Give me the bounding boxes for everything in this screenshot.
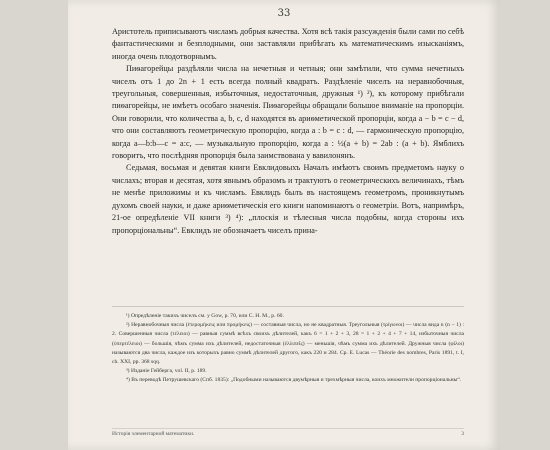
paragraph-2: Пиѳагорейцы раздѣляли числа на нечетныя и четныя; они замѣтили, что сумма нечетныхъ чиселъ отъ 1 до 2n + 1 есть всегда полный квадратъ. Раздѣленіе чиселъ на неравнобочныя, треугольныя, совершенныя, избыточныя, недостаточныя, дружныя ¹) ²), къ которому прибѣгали пиѳагорейцы, не имѣетъ особаго значенія. Пиѳагорейцы обращали большое вниманіе на пропорціи. Они говорили, что количества a, b, c, d находятся въ ариѳметической пропорціи, когда a − b = c − d, что они составляютъ геометрическую пропорцію, когда a : b = c : d, — гармоническую пропорцію, когда a—b:b—c = a:c, — музыкальную пропорцію, когда a : ½(a + b) = 2ab : (a + b). Ямблихъ говоритъ, что послѣдняя пропорція была заимствована у вавилонянъ.	[112, 64, 464, 161]
signature-mark: 3	[461, 431, 464, 437]
footnote-1: ¹) Опредѣленіе такихъ чиселъ см. у Gow, p. 70, или C. H. M., p. 60.	[126, 313, 284, 319]
main-text	[112, 26, 464, 237]
book-page	[68, 0, 500, 450]
footnote-3: ³) Изданіе Гейберга, vol. II, p. 189.	[126, 368, 207, 375]
page-footer	[112, 428, 464, 437]
footnote-separator	[112, 306, 464, 307]
footer-title: Исторія элементарной математики.	[112, 431, 195, 437]
paragraph-1: Аристотель приписываютъ числамъ добрыя качества. Хотя всѣ такія разсужденія были сами по себѣ фантастическими и безплодными, они заставляли прибѣгать къ математическимъ изысканіямъ, иногда очень плодотворнымъ.	[112, 27, 464, 61]
paragraph-3: Седьмая, восьмая и девятая книги Евклидовыхъ Началъ имѣютъ своимъ предметомъ науку о числахъ; вторая и десятая, хотя явнымъ образомъ и трактуютъ о геометрическихъ величинахъ, тѣмъ не менѣе приложимы и къ числамъ. Евклидъ былъ въ настоящемъ геометромъ, проникнутымъ духомъ своей науки, и даже ариѳметическія его книги напоминаютъ о геометріи. Вотъ, напримѣръ, 21-ое опредѣленіе VII книги ³) ⁴): „плоскія и тѣлесныя числа подобны, когда стороны ихъ пропорціональны“. Евклидъ не обозначаетъ чиселъ прина-	[112, 163, 464, 235]
footnote-2: ²) Неравнобочныя числа (ἑτερομήκεις или προμήκεις) — составныя числа, но не квадратныя. Треугольныя (τρίγωνοι) — числа вида n (n − 1) : 2. Совершенныя числа (τέλειοι) — равныя суммѣ всѣхъ своихъ дѣлителей, какъ 6 = 1 + 2 + 3, 28 = 1 + 2 + 4 + 7 + 14, избыточныя числа (ὑπερτέλειοι) — большія, чѣмъ сумма ихъ дѣлителей, недостаточныя (ἐλλιπεῖς) — меньшія, чѣмъ сумма ихъ дѣлителей. Дружныя числа (φίλοι) называются два числа, каждое изъ которыхъ равно суммѣ дѣлителей другого, какъ 220 и 284. Ср. E. Lucas — Théorie des nombres, Paris 1891, t. I, ch. XXI, pp. 368 sqq.	[112, 322, 464, 366]
footnote-4: ⁴) Въ переводѣ Петрушевскаго (Спб. 1835): „Подобными называются двумѣрныя и трехмѣрныя числа, коихъ множители пропорціональны“.	[126, 377, 462, 384]
page-number: 33	[277, 8, 291, 19]
footnotes	[112, 312, 464, 386]
